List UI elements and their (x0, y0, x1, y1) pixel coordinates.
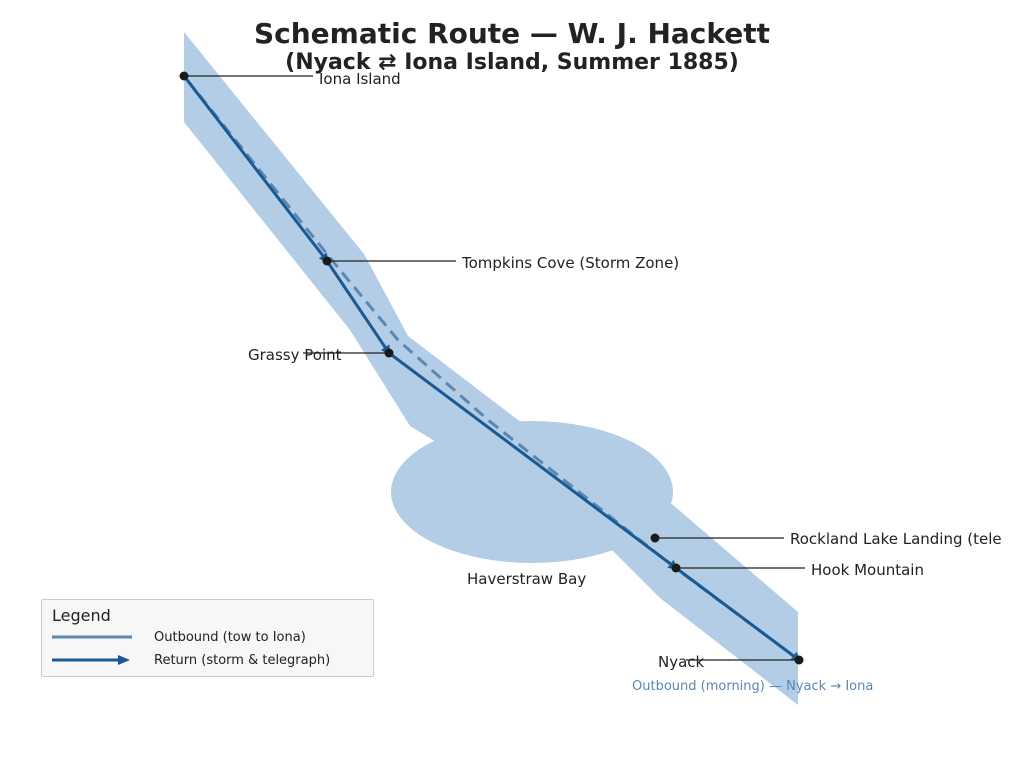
label-tompkins-cove: Tompkins Cove (Storm Zone) (462, 254, 680, 272)
legend-outbound-label: Outbound (tow to Iona) (154, 629, 306, 645)
label-rockland-lake: Rockland Lake Landing (tele (790, 530, 1002, 548)
outbound-caption: Outbound (morning) — Nyack → Iona (632, 679, 874, 694)
stop-marker-nyack (795, 656, 804, 665)
haverstraw-bay-water (391, 421, 673, 563)
stop-marker-rockland (651, 534, 660, 543)
label-iona-island: Iona Island (319, 70, 401, 88)
stop-marker-iona (180, 72, 189, 81)
stop-marker-grassy (385, 349, 394, 358)
return-arrow-swatch (52, 651, 132, 669)
outbound-line-swatch (52, 628, 132, 646)
legend-item-return (52, 651, 330, 669)
label-grassy-point: Grassy Point (248, 346, 342, 364)
label-haverstraw-bay: Haverstraw Bay (467, 570, 587, 588)
label-nyack: Nyack (658, 653, 705, 671)
label-hook-mountain: Hook Mountain (811, 561, 924, 579)
legend-item-outbound (52, 628, 306, 646)
legend-return-label: Return (storm & telegraph) (154, 652, 331, 668)
diagram-subtitle: (Nyack ⇄ Iona Island, Summer 1885) (285, 50, 739, 75)
legend-title: Legend (52, 606, 111, 625)
legend (41, 599, 374, 677)
stop-marker-tompkins (323, 257, 332, 266)
return-segment-iona-tompkins (184, 76, 327, 261)
diagram-title: Schematic Route — W. J. Hackett (253, 17, 771, 50)
stop-marker-hook (672, 564, 681, 573)
